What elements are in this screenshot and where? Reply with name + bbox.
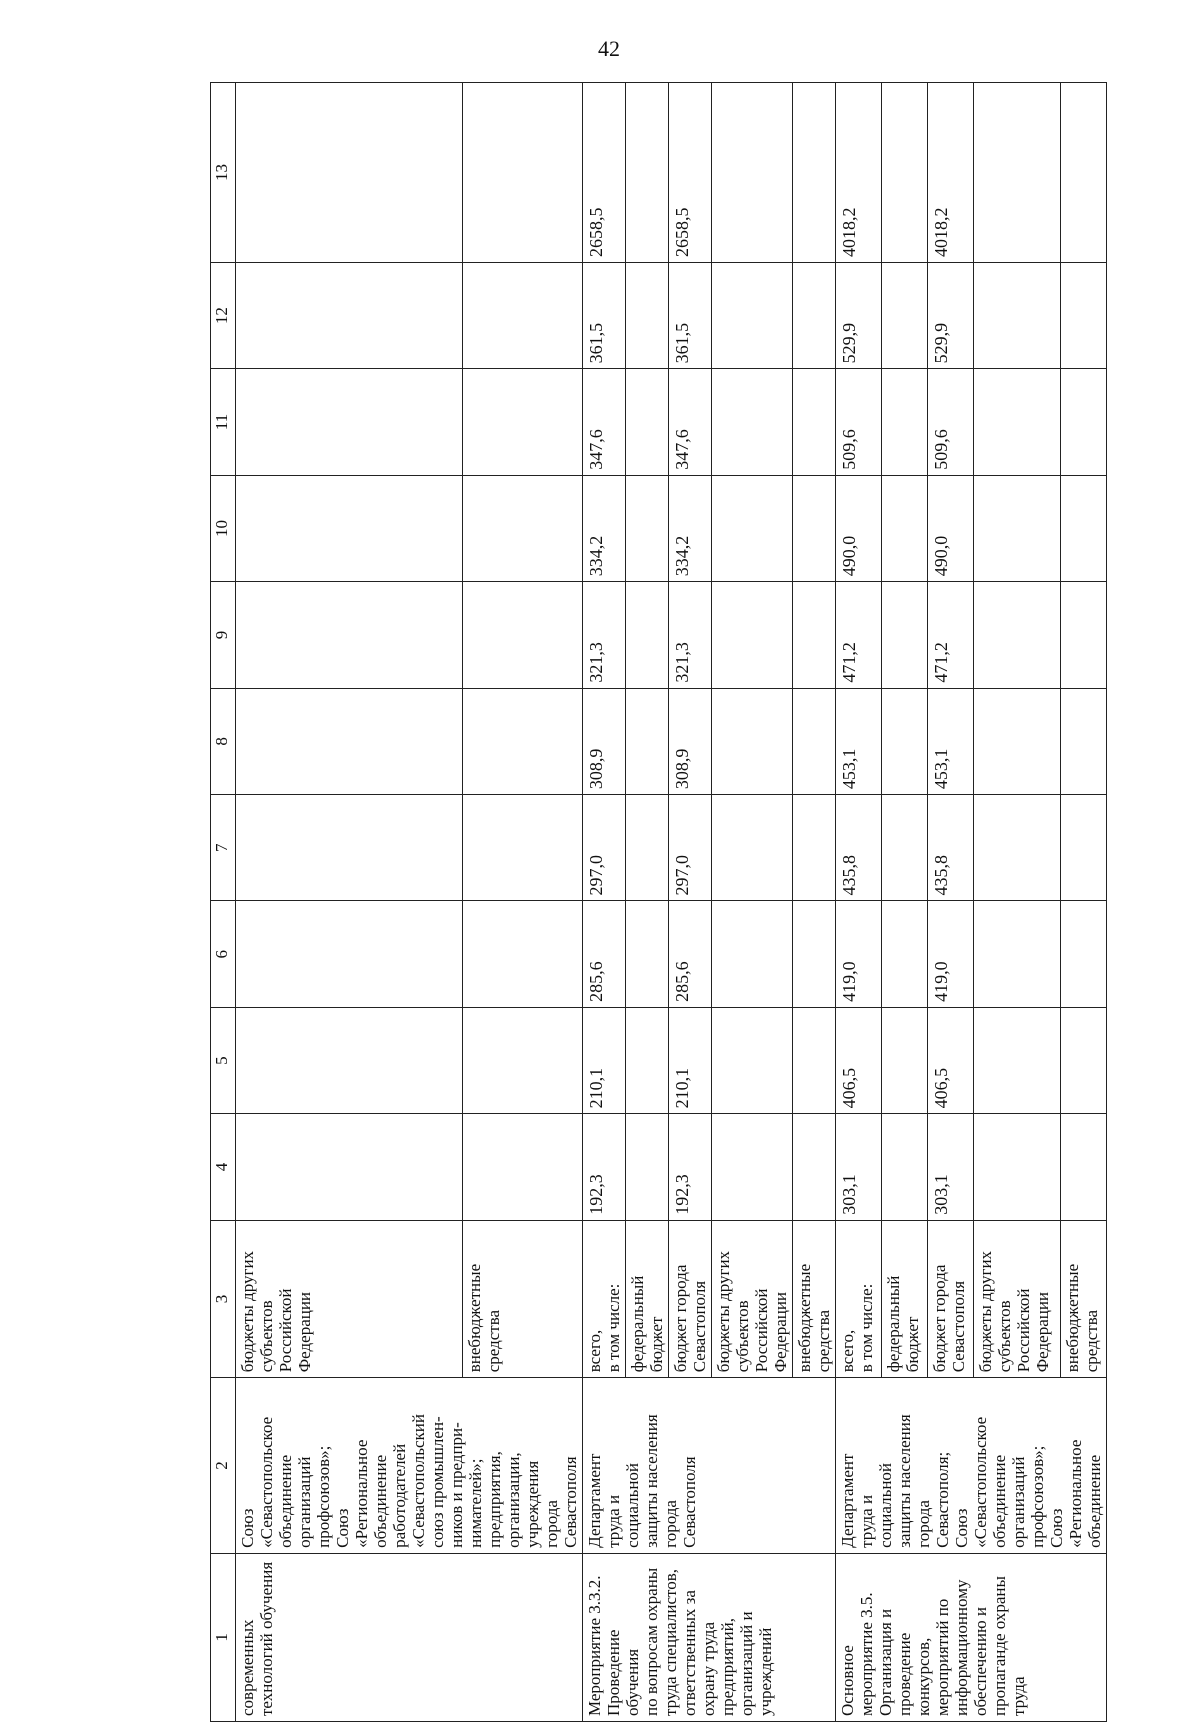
value-cell xyxy=(462,262,582,368)
value-cell xyxy=(882,475,928,581)
value-cell xyxy=(793,1114,836,1220)
value-cell xyxy=(462,688,582,794)
column-number-8: 8 xyxy=(211,688,236,794)
financing-table xyxy=(210,82,1107,1722)
value-cell xyxy=(882,1114,928,1220)
value-cell xyxy=(236,582,463,688)
value-cell xyxy=(712,688,793,794)
column-number-4: 4 xyxy=(211,1114,236,1220)
value-cell xyxy=(462,582,582,688)
value-cell xyxy=(974,795,1061,901)
value-cell xyxy=(712,1007,793,1113)
value-cell: 285,6 xyxy=(669,901,712,1007)
value-cell xyxy=(712,901,793,1007)
value-cell: 361,5 xyxy=(669,262,712,368)
value-cell xyxy=(712,795,793,901)
header-row xyxy=(211,83,236,1722)
value-cell xyxy=(1060,475,1106,581)
column-number-12: 12 xyxy=(211,262,236,368)
column-number-6: 6 xyxy=(211,901,236,1007)
value-cell xyxy=(236,795,463,901)
value-cell: 2658,5 xyxy=(583,83,626,263)
funding-source-cell: бюджет города Севастополя xyxy=(669,1220,712,1378)
funding-source-cell: федеральный бюджет xyxy=(882,1220,928,1378)
value-cell xyxy=(974,369,1061,475)
value-cell xyxy=(712,369,793,475)
value-cell xyxy=(882,369,928,475)
value-cell xyxy=(1060,1114,1106,1220)
value-cell: 453,1 xyxy=(836,688,882,794)
funding-source-cell: внебюджетные средства xyxy=(462,1220,582,1378)
value-cell xyxy=(236,1114,463,1220)
value-cell xyxy=(974,83,1061,263)
value-cell xyxy=(626,795,669,901)
value-cell: 210,1 xyxy=(669,1007,712,1113)
value-cell xyxy=(236,475,463,581)
value-cell xyxy=(626,1114,669,1220)
value-cell: 419,0 xyxy=(928,901,974,1007)
value-cell xyxy=(974,1007,1061,1113)
value-cell: 471,2 xyxy=(836,582,882,688)
value-cell xyxy=(712,475,793,581)
value-cell xyxy=(882,795,928,901)
value-cell: 334,2 xyxy=(583,475,626,581)
value-cell xyxy=(882,688,928,794)
value-cell xyxy=(236,83,463,263)
value-cell: 303,1 xyxy=(836,1114,882,1220)
value-cell: 361,5 xyxy=(583,262,626,368)
value-cell xyxy=(712,262,793,368)
funding-source-cell: бюджет города Севастополя xyxy=(928,1220,974,1378)
value-cell xyxy=(882,582,928,688)
value-cell xyxy=(462,369,582,475)
value-cell: 435,8 xyxy=(928,795,974,901)
value-cell: 2658,5 xyxy=(669,83,712,263)
value-cell: 308,9 xyxy=(669,688,712,794)
value-cell xyxy=(462,1114,582,1220)
value-cell xyxy=(626,83,669,263)
value-cell: 192,3 xyxy=(583,1114,626,1220)
value-cell xyxy=(793,901,836,1007)
value-cell xyxy=(236,901,463,1007)
value-cell xyxy=(1060,582,1106,688)
funding-source-cell: бюджеты других субъектов Российской Федерации xyxy=(712,1220,793,1378)
column-number-13: 13 xyxy=(211,83,236,263)
value-cell: 297,0 xyxy=(583,795,626,901)
value-cell xyxy=(793,582,836,688)
value-cell xyxy=(1060,369,1106,475)
column-number-3: 3 xyxy=(211,1220,236,1378)
value-cell: 210,1 xyxy=(583,1007,626,1113)
value-cell: 406,5 xyxy=(836,1007,882,1113)
value-cell: 509,6 xyxy=(836,369,882,475)
value-cell xyxy=(462,795,582,901)
value-cell: 4018,2 xyxy=(836,83,882,263)
funding-source-cell: бюджеты других субъектов Российской Федерации xyxy=(236,1220,463,1378)
value-cell xyxy=(882,901,928,1007)
value-cell xyxy=(1060,795,1106,901)
value-cell xyxy=(793,795,836,901)
value-cell xyxy=(462,83,582,263)
value-cell xyxy=(462,1007,582,1113)
value-cell xyxy=(974,901,1061,1007)
value-cell xyxy=(882,262,928,368)
value-cell: 321,3 xyxy=(583,582,626,688)
value-cell xyxy=(974,688,1061,794)
value-cell: 471,2 xyxy=(928,582,974,688)
value-cell: 435,8 xyxy=(836,795,882,901)
activity-name-cell: Основное мероприятие 3.5. Организация и проведение конкурсов, мероприятий по информационному обеспечению и пропаганде охраны труда xyxy=(836,1553,1107,1721)
value-cell xyxy=(1060,1007,1106,1113)
funding-source-cell: федеральный бюджет xyxy=(626,1220,669,1378)
value-cell: 285,6 xyxy=(583,901,626,1007)
value-cell xyxy=(793,688,836,794)
value-cell xyxy=(882,83,928,263)
value-cell xyxy=(974,1114,1061,1220)
value-cell xyxy=(626,1007,669,1113)
value-cell xyxy=(1060,688,1106,794)
value-cell xyxy=(793,83,836,263)
value-cell xyxy=(712,582,793,688)
value-cell xyxy=(1060,262,1106,368)
column-number-10: 10 xyxy=(211,475,236,581)
value-cell xyxy=(626,475,669,581)
value-cell: 192,3 xyxy=(669,1114,712,1220)
column-number-7: 7 xyxy=(211,795,236,901)
value-cell: 308,9 xyxy=(583,688,626,794)
value-cell xyxy=(236,688,463,794)
funding-source-cell: бюджеты других субъектов Российской Федерации xyxy=(974,1220,1061,1378)
table-row xyxy=(583,83,626,1722)
value-cell xyxy=(793,475,836,581)
activity-name-cell: Мероприятие 3.3.2. Проведение обучения по вопросам охраны труда специалистов, ответственных за охрану труда предприятий, организаций и учреждений xyxy=(583,1553,836,1721)
executor-cell: Союз «Севастопольское объединение организаций профсоюзов»; Союз «Региональное объединение работодателей «Севастопольский союз промышлен- ников и предпри- нимателей»; предприятия, организации, учреждения города Севастополя xyxy=(236,1378,583,1554)
column-number-2: 2 xyxy=(211,1378,236,1554)
value-cell: 453,1 xyxy=(928,688,974,794)
value-cell: 529,9 xyxy=(836,262,882,368)
value-cell xyxy=(236,1007,463,1113)
activity-name-cell: современных технологий обучения xyxy=(236,1553,583,1721)
value-cell: 406,5 xyxy=(928,1007,974,1113)
value-cell: 303,1 xyxy=(928,1114,974,1220)
value-cell xyxy=(712,1114,793,1220)
value-cell xyxy=(1060,901,1106,1007)
value-cell: 4018,2 xyxy=(928,83,974,263)
value-cell: 334,2 xyxy=(669,475,712,581)
page-number: 42 xyxy=(598,36,620,61)
funding-source-cell: всего, в том числе: xyxy=(836,1220,882,1378)
value-cell: 490,0 xyxy=(836,475,882,581)
value-cell xyxy=(626,582,669,688)
value-cell xyxy=(974,262,1061,368)
value-cell xyxy=(882,1007,928,1113)
value-cell xyxy=(236,262,463,368)
value-cell: 347,6 xyxy=(669,369,712,475)
value-cell xyxy=(793,369,836,475)
value-cell: 509,6 xyxy=(928,369,974,475)
value-cell xyxy=(974,475,1061,581)
executor-cell: Департамент труда и социальной защиты населения города Севастополя xyxy=(583,1378,836,1554)
table-row xyxy=(236,83,463,1722)
value-cell xyxy=(1060,83,1106,263)
value-cell xyxy=(626,262,669,368)
column-number-1: 1 xyxy=(211,1553,236,1721)
funding-source-cell: внебюджетные средства xyxy=(793,1220,836,1378)
table-row xyxy=(836,83,882,1722)
value-cell xyxy=(626,369,669,475)
value-cell xyxy=(793,262,836,368)
value-cell xyxy=(462,475,582,581)
executor-cell: Департамент труда и социальной защиты населения города Севастополя; Союз «Севастопольское объединение организаций профсоюзов»; Союз «Региональное объединение xyxy=(836,1378,1107,1554)
value-cell xyxy=(626,688,669,794)
value-cell xyxy=(793,1007,836,1113)
funding-source-cell: внебюджетные средства xyxy=(1060,1220,1106,1378)
value-cell xyxy=(712,83,793,263)
value-cell xyxy=(974,582,1061,688)
value-cell xyxy=(626,901,669,1007)
value-cell: 490,0 xyxy=(928,475,974,581)
value-cell xyxy=(462,901,582,1007)
value-cell: 529,9 xyxy=(928,262,974,368)
value-cell: 419,0 xyxy=(836,901,882,1007)
column-number-9: 9 xyxy=(211,582,236,688)
column-number-11: 11 xyxy=(211,369,236,475)
value-cell xyxy=(236,369,463,475)
table-body xyxy=(211,83,1107,1722)
value-cell: 347,6 xyxy=(583,369,626,475)
value-cell: 297,0 xyxy=(669,795,712,901)
funding-source-cell: всего, в том числе: xyxy=(583,1220,626,1378)
rotated-table-wrapper xyxy=(210,82,1104,1722)
column-number-5: 5 xyxy=(211,1007,236,1113)
value-cell: 321,3 xyxy=(669,582,712,688)
